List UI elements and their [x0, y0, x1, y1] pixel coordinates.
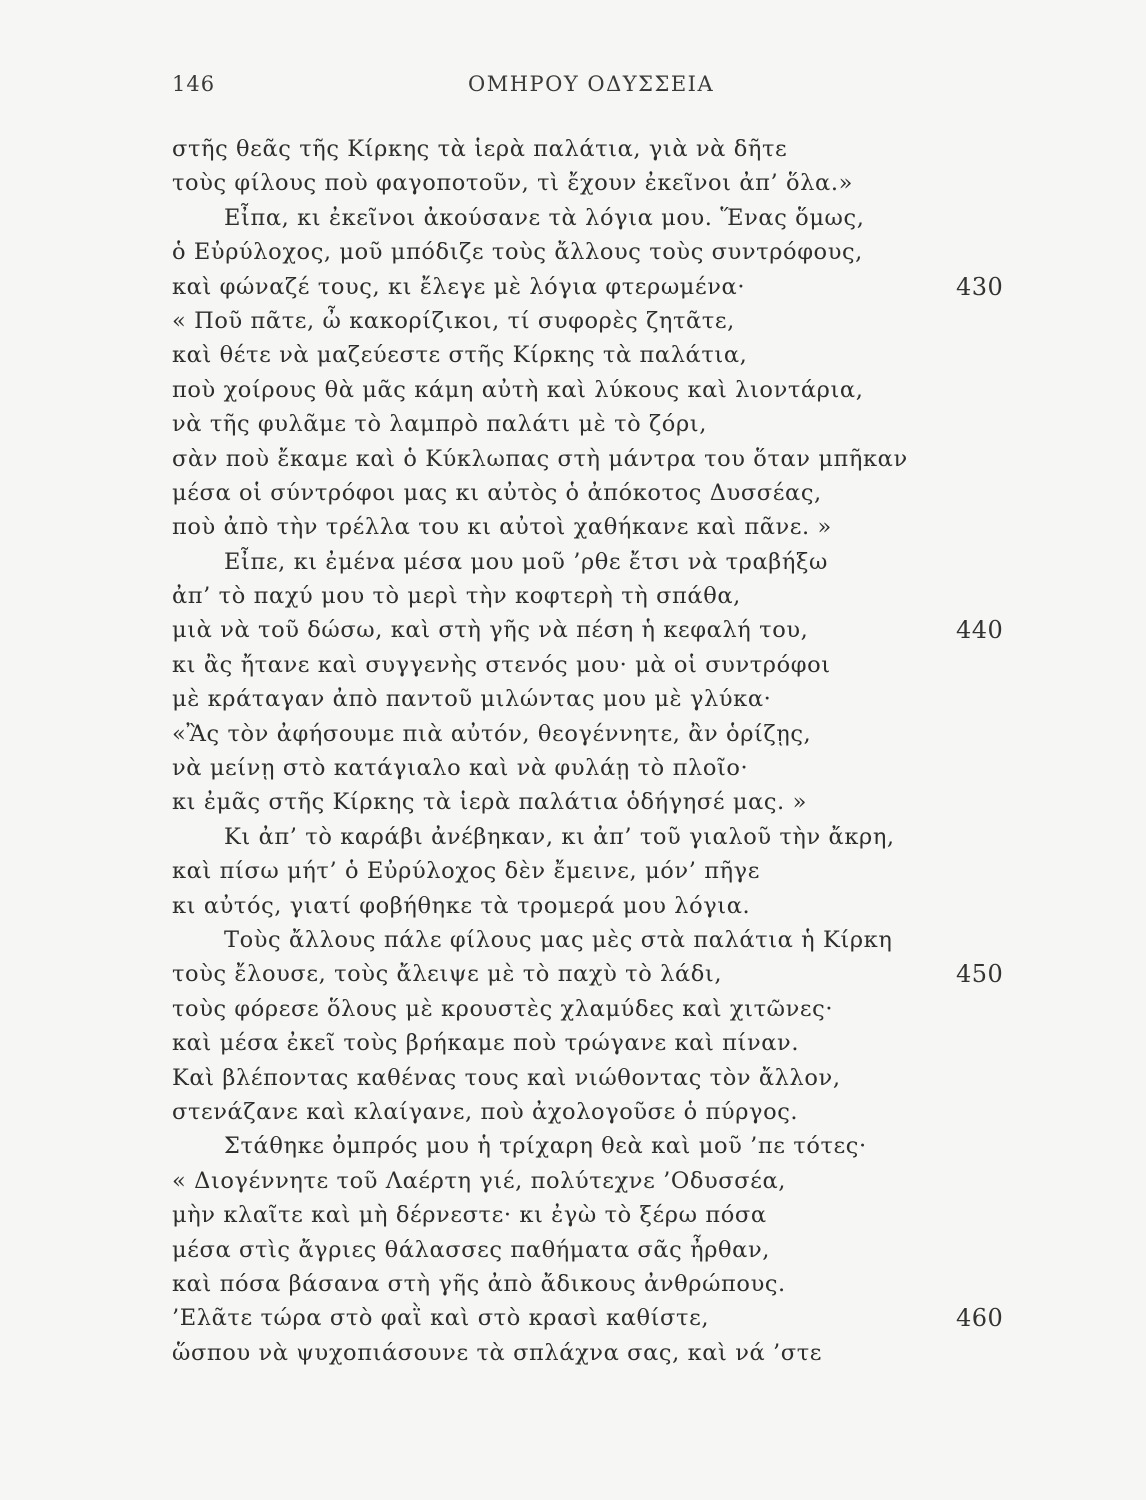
- verse-line: [172, 166, 1022, 200]
- line-number: 450: [956, 960, 1004, 989]
- verse-text: στῆς θεᾶς τῆς Κίρκης τὰ ἱερὰ παλάτια, γιὰ νὰ δῆτε: [172, 136, 788, 162]
- verse-line: [172, 957, 1022, 991]
- verse-text: καὶ θέτε νὰ μαζεύεστε στῆς Κίρκης τὰ παλάτια,: [172, 342, 748, 369]
- verse-text: Καὶ βλέποντας καθένας τους καὶ νιώθοντας τὸν ἄλλον,: [172, 1064, 841, 1091]
- verse-text: μέσα στὶς ἄγριες θάλασσες παθήματα σᾶς ἦρθαν,: [172, 1236, 770, 1263]
- verse-line: [172, 992, 1022, 1026]
- verse-line: [172, 682, 1022, 716]
- verse-text: ποὺ χοίρους θὰ μᾶς κάμη αὐτὴ καὶ λύκους καὶ λιοντάρια,: [172, 376, 864, 403]
- line-number: 440: [956, 616, 1004, 645]
- verse-line: [172, 373, 1022, 407]
- verse-line: [172, 338, 1022, 372]
- verse-block: [172, 132, 1022, 1370]
- verse-line: [172, 1267, 1022, 1301]
- verse-line: [172, 407, 1022, 441]
- verse-text: ποὺ ἀπὸ τὴν τρέλλα του κι αὐτοὶ χαθήκανε καὶ πᾶνε. »: [172, 514, 832, 541]
- verse-text: Κι ἀπ’ τὸ καράβι ἀνέβηκαν, κι ἀπ’ τοῦ γιαλοῦ τὴν ἄκρη,: [224, 823, 895, 850]
- verse-text: καὶ μέσα ἐκεῖ τοὺς βρήκαμε ποὺ τρώγανε καὶ πίναν.: [172, 1030, 800, 1057]
- verse-text: ὥσπου νὰ ψυχοπιάσουνε τὰ σπλάχνα σας, καὶ νά ’στε: [172, 1339, 823, 1366]
- verse-text: στενάζανε καὶ κλαίγανε, ποὺ ἀχολογοῦσε ὁ πύργος.: [172, 1098, 799, 1125]
- verse-line: [172, 1026, 1022, 1060]
- verse-line: [172, 785, 1022, 819]
- verse-text: Εἶπα, κι ἐκεῖνοι ἀκούσανε τὰ λόγια μου. Ἕνας ὅμως,: [224, 204, 865, 231]
- verse-line: [172, 1095, 1022, 1129]
- verse-text: νὰ τῆς φυλᾶμε τὸ λαμπρὸ παλάτι μὲ τὸ ζόρι,: [172, 411, 707, 438]
- verse-line: [172, 1336, 1022, 1370]
- verse-line: [172, 1164, 1022, 1198]
- page-number: 146: [172, 72, 216, 96]
- verse-text: κι αὐτός, γιατί φοβήθηκε τὰ τρομερά μου λόγια.: [172, 892, 751, 919]
- verse-text: κι ἐμᾶς στῆς Κίρκης τὰ ἱερὰ παλάτια ὁδήγησέ μας. »: [172, 789, 807, 816]
- verse-line: [172, 1233, 1022, 1267]
- verse-line: [172, 132, 1022, 166]
- verse-text: καὶ πίσω μήτ’ ὁ Εὐρύλοχος δὲν ἔμεινε, μόν’ πῆγε: [172, 858, 760, 885]
- verse-text: μέσα οἱ σύντρόφοι μας κι αὐτὸς ὁ ἀπόκοτος Δυσσέας,: [172, 479, 822, 506]
- verse-text: μὴν κλαῖτε καὶ μὴ δέρνεστε· κι ἐγὼ τὸ ξέρω πόσα: [172, 1202, 767, 1229]
- verse-text: « Ποῦ πᾶτε, ὦ κακορίζικοι, τί συφορὲς ζητᾶτε,: [172, 307, 735, 334]
- verse-text: σὰν ποὺ ἔκαμε καὶ ὁ Κύκλωπας στὴ μάντρα του ὅταν μπῆκαν: [172, 445, 908, 472]
- verse-line: [172, 1301, 1022, 1335]
- verse-line: [172, 854, 1022, 888]
- line-number: 460: [956, 1304, 1004, 1333]
- verse-text: ἀπ’ τὸ παχύ μου τὸ μερὶ τὴν κοφτερὴ τὴ σπάθα,: [172, 583, 741, 610]
- verse-line: [172, 751, 1022, 785]
- verse-text: κι ἂς ἤτανε καὶ συγγενὴς στενός μου· μὰ οἱ συντρόφοι: [172, 651, 831, 678]
- verse-line: [172, 510, 1022, 544]
- verse-line: [172, 201, 1022, 235]
- verse-line: [172, 889, 1022, 923]
- verse-text: « Διογέννητε τοῦ Λαέρτη γιέ, πολύτεχνε ’Οδυσσέα,: [172, 1167, 787, 1194]
- verse-text: Τοὺς ἄλλους πάλε φίλους μας μὲς στὰ παλάτια ἡ Κίρκη: [224, 926, 893, 953]
- verse-line: [172, 442, 1022, 476]
- verse-line: [172, 717, 1022, 751]
- verse-line: [172, 1061, 1022, 1095]
- verse-text: «Ἂς τὸν ἀφήσουμε πιὰ αὐτόν, θεογέννητε, ἂν ὁρίζῃς,: [172, 720, 812, 747]
- verse-text: Στάθηκε ὀμπρός μου ἡ τρίχαρη θεὰ καὶ μοῦ ’πε τότες·: [224, 1133, 867, 1160]
- line-number: 430: [956, 272, 1004, 301]
- verse-line: [172, 545, 1022, 579]
- verse-text: νὰ μείνῃ στὸ κατάγιαλο καὶ νὰ φυλάῃ τὸ πλοῖο·: [172, 755, 749, 782]
- verse-text: μὲ κράταγαν ἀπὸ παντοῦ μιλώντας μου μὲ γλύκα·: [172, 686, 772, 713]
- running-title: ΟΜΗΡΟΥ ΟΔΥΣΣΕΙΑ: [468, 72, 715, 96]
- verse-line: [172, 820, 1022, 854]
- verse-line: [172, 270, 1022, 304]
- verse-text: καὶ πόσα βάσανα στὴ γῆς ἀπὸ ἄδικους ἀνθρώπους.: [172, 1270, 786, 1297]
- verse-line: [172, 304, 1022, 338]
- verse-line: [172, 476, 1022, 510]
- verse-text: τοὺς φόρεσε ὅλους μὲ κρουστὲς χλαμύδες καὶ χιτῶνες·: [172, 995, 834, 1022]
- verse-line: [172, 923, 1022, 957]
- verse-line: [172, 648, 1022, 682]
- verse-line: [172, 1198, 1022, 1232]
- verse-text: ὁ Εὐρύλοχος, μοῦ μπόδιζε τοὺς ἄλλους τοὺς συντρόφους,: [172, 239, 863, 266]
- verse-text: τοὺς ἔλουσε, τοὺς ἄλειψε μὲ τὸ παχὺ τὸ λάδι,: [172, 961, 723, 988]
- verse-line: [172, 613, 1022, 647]
- verse-line: [172, 235, 1022, 269]
- verse-text: τοὺς φίλους ποὺ φαγοποτοῦν, τὶ ἔχουν ἐκεῖνοι ἀπ’ ὅλα.»: [172, 170, 853, 197]
- verse-text: καὶ φώναζέ τους, κι ἔλεγε μὲ λόγια φτερωμένα·: [172, 273, 746, 300]
- verse-text: μιὰ νὰ τοῦ δώσω, καὶ στὴ γῆς νὰ πέση ἡ κεφαλή του,: [172, 617, 809, 644]
- verse-line: [172, 579, 1022, 613]
- verse-text: ’Ελᾶτε τώρα στὸ φαῒ καὶ στὸ κρασὶ καθίστε,: [172, 1305, 710, 1332]
- verse-line: [172, 1129, 1022, 1163]
- verse-text: Εἶπε, κι ἐμένα μέσα μου μοῦ ’ρθε ἔτσι νὰ τραβήξω: [224, 548, 828, 575]
